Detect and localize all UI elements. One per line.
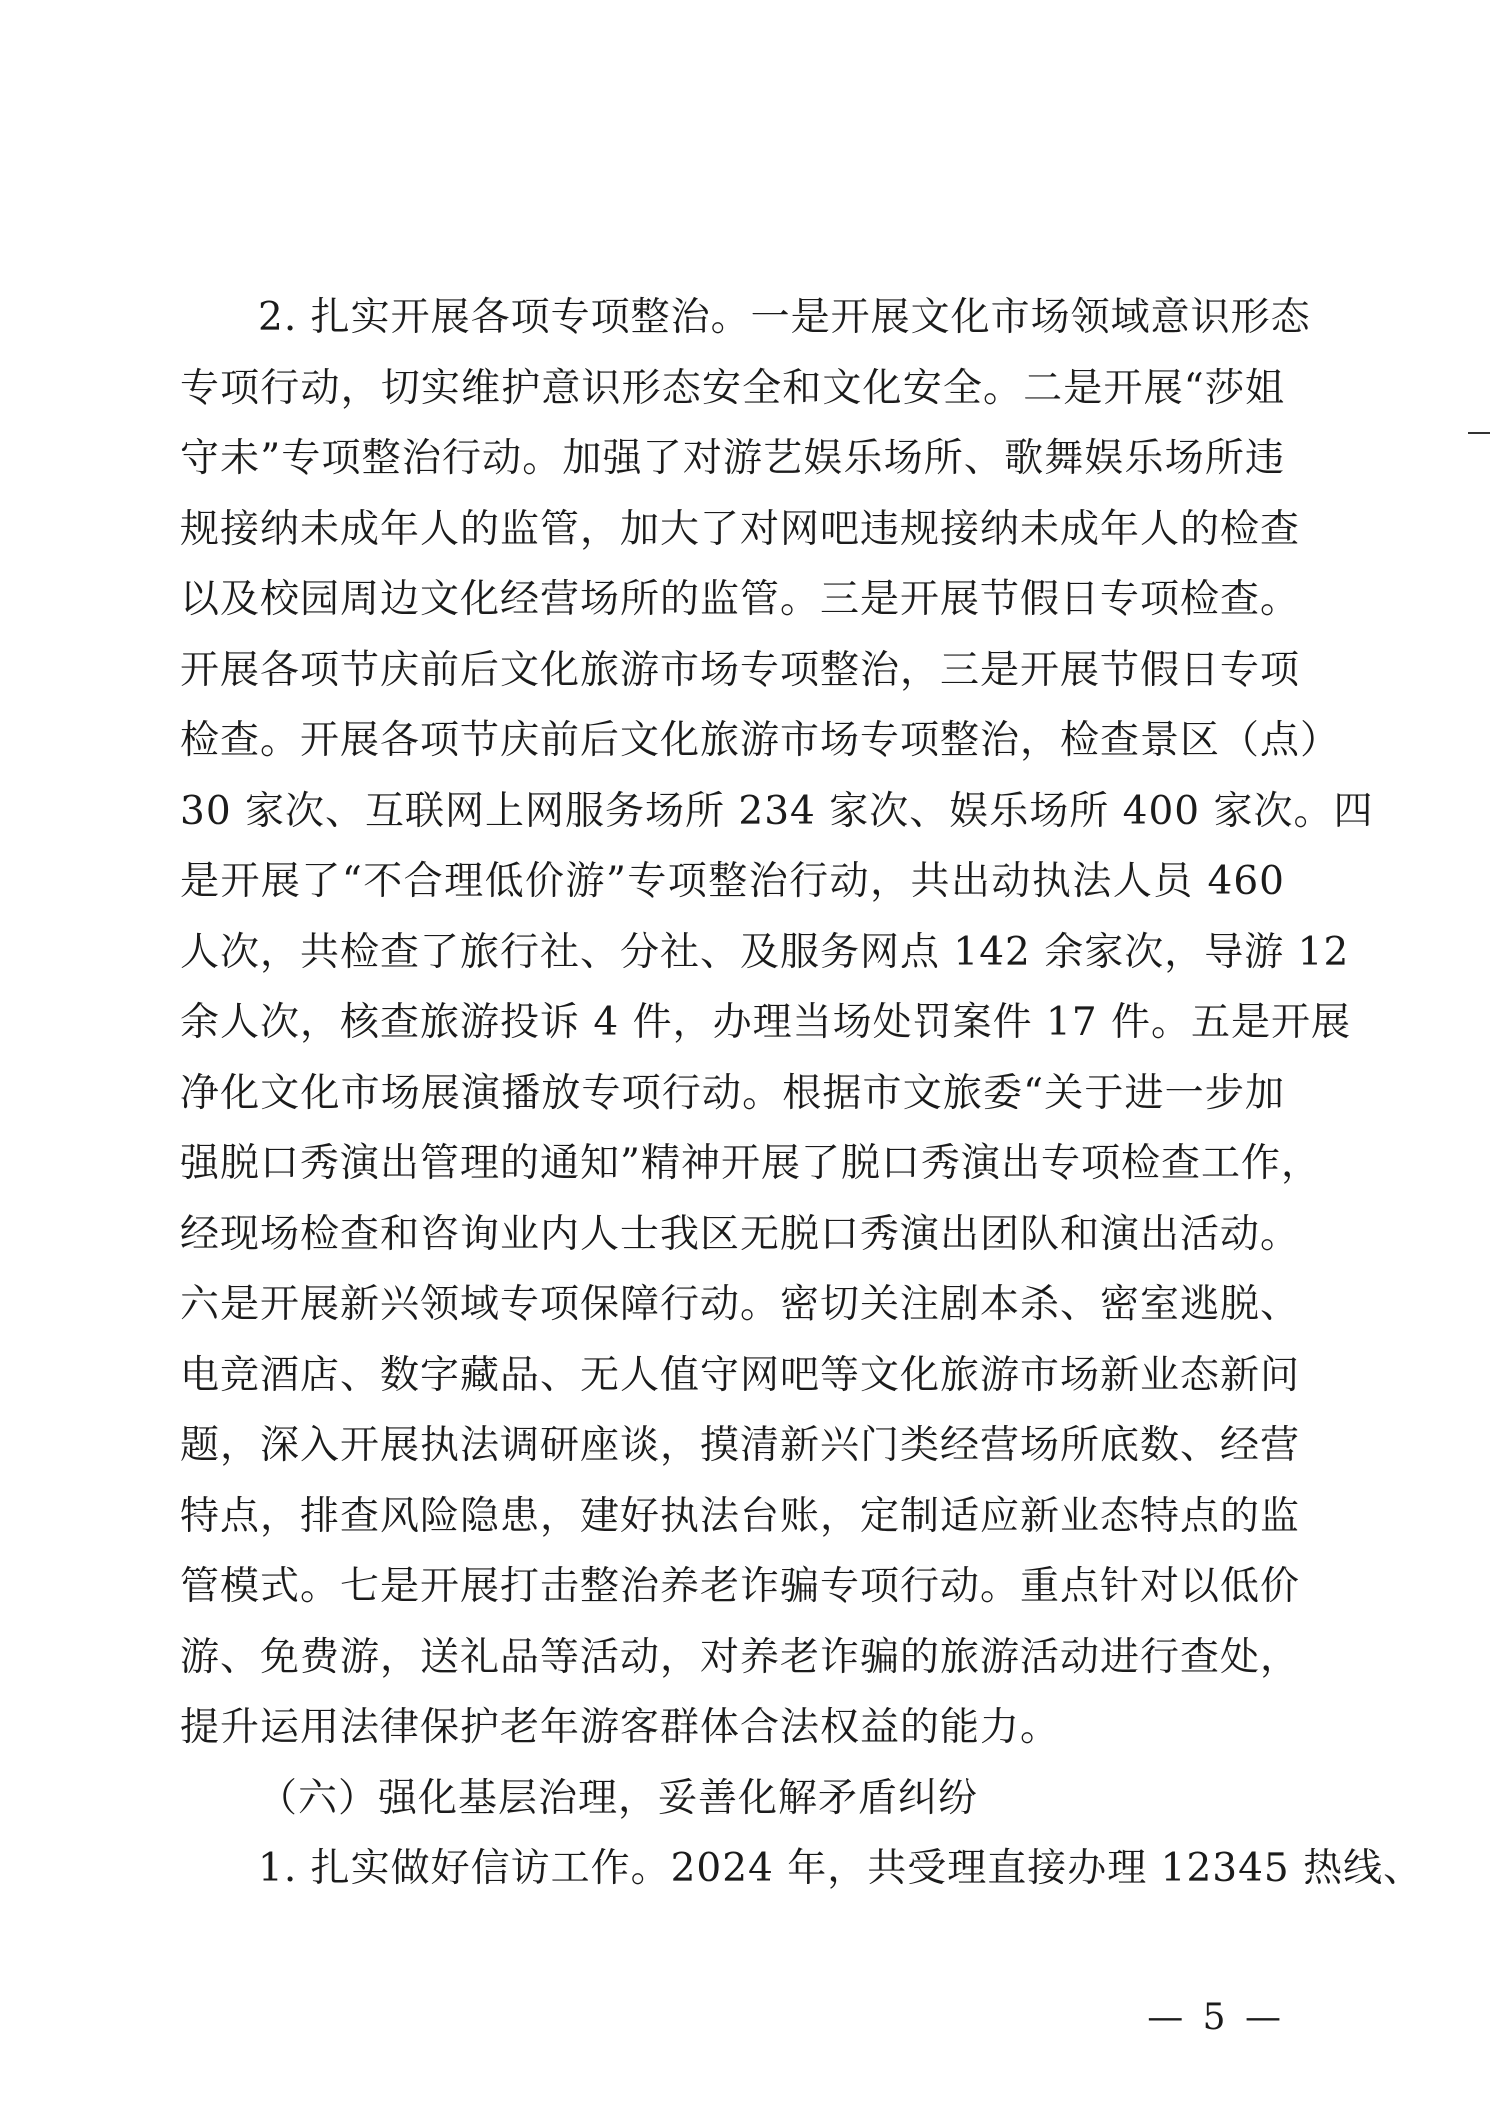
paragraph-line: 是开展了“不合理低价游”专项整治行动，共出动执法人员 460 [180, 859, 1285, 904]
paragraph-line: 经现场检查和咨询业内人士我区无脱口秀演出团队和演出活动。 [180, 1211, 1301, 1257]
paragraph-line: 管模式。七是开展打击整治养老诈骗专项行动。重点针对以低价 [180, 1564, 1301, 1609]
paragraph-line: 规接纳未成年人的监管，加大了对网吧违规接纳未成年人的检查 [180, 506, 1301, 552]
paragraph-line: 守未”专项整治行动。加强了对游艺娱乐场所、歌舞娱乐场所违 [180, 436, 1285, 481]
paragraph-line: 电竞酒店、数字藏品、无人值守网吧等文化旅游市场新业态新问 [180, 1352, 1301, 1398]
paragraph-line: 1. 扎实做好信访工作。2024 年，共受理直接办理 12345 热线、 [258, 1846, 1424, 1891]
paragraph-line: 以及校园周边文化经营场所的监管。三是开展节假日专项检查。 [180, 577, 1301, 622]
document-body [180, 283, 1424, 1905]
section-heading: （六）强化基层治理，妥善化解矛盾纠纷 [258, 1775, 979, 1821]
paragraph-line: 开展各项节庆前后文化旅游市场专项整治，三是开展节假日专项 [180, 647, 1301, 693]
paragraph-line: 2. 扎实开展各项专项整治。一是开展文化市场领域意识形态 [258, 295, 1311, 340]
paragraph-line: 游、免费游，送礼品等活动，对养老诈骗的旅游活动进行查处， [180, 1634, 1301, 1680]
paragraph-line: 特点，排查风险隐患，建好执法台账，定制适应新业态特点的监 [180, 1493, 1301, 1539]
paragraph-line: 六是开展新兴领域专项保障行动。密切关注剧本杀、密室逃脱、 [180, 1282, 1301, 1327]
paragraph-line: 人次，共检查了旅行社、分社、及服务网点 142 余家次，导游 12 [180, 929, 1350, 975]
paragraph-line: 强脱口秀演出管理的通知”精神开展了脱口秀演出专项检查工作， [180, 1141, 1321, 1186]
paragraph-line: 提升运用法律保护老年游客群体合法权益的能力。 [180, 1705, 1061, 1750]
paragraph-line: 专项行动，切实维护意识形态安全和文化安全。二是开展“莎姐 [180, 365, 1285, 411]
paragraph-line: 题，深入开展执法调研座谈，摸清新兴门类经营场所底数、经营 [180, 1423, 1301, 1468]
paragraph-line: 检查。开展各项节庆前后文化旅游市场专项整治，检查景区（点） [180, 718, 1341, 763]
paragraph-line: 净化文化市场展演播放专项行动。根据市文旅委“关于进一步加 [180, 1070, 1285, 1116]
page-number: — 5 — [1147, 1997, 1285, 2038]
margin-mark [1468, 432, 1490, 434]
paragraph-line: 余人次，核查旅游投诉 4 件，办理当场处罚案件 17 件。五是开展 [180, 1000, 1352, 1045]
paragraph-line: 30 家次、互联网上网服务场所 234 家次、娱乐场所 400 家次。四 [180, 788, 1374, 834]
